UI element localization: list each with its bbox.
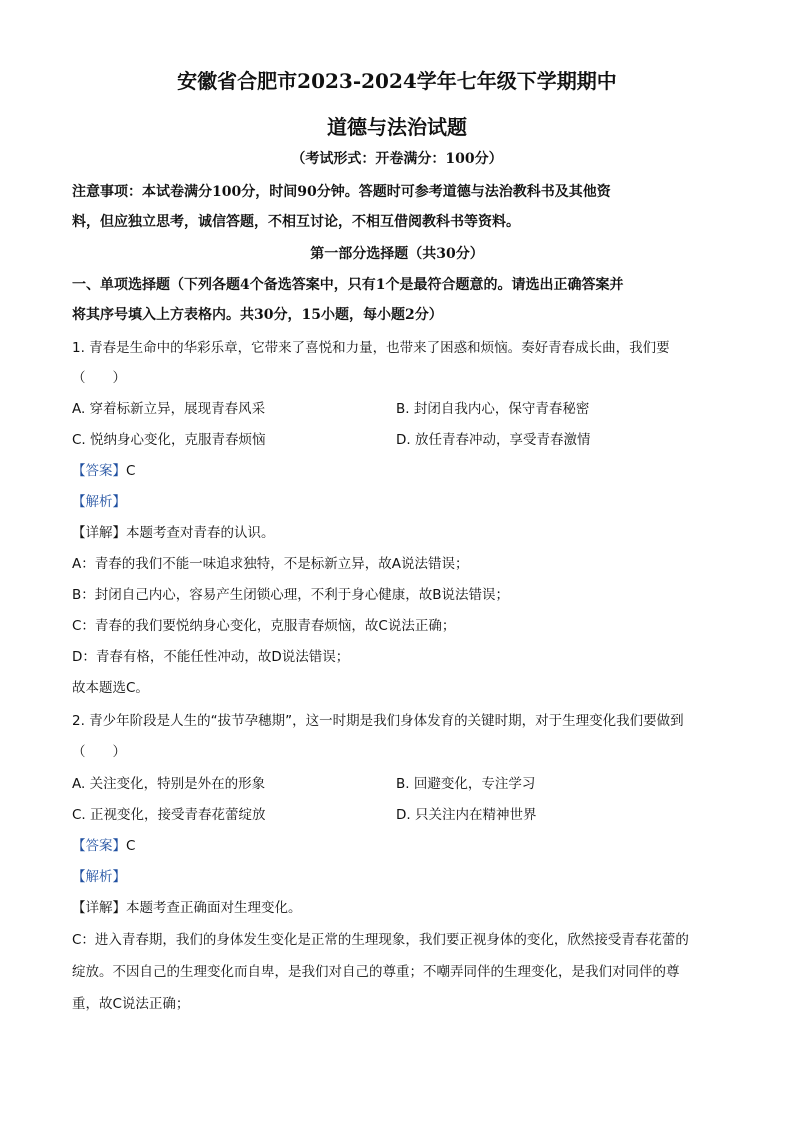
notice-line-2: 料，但应独立思考，诚信答题，不相互讨论，不相互借阅教科书等资料。 xyxy=(72,214,520,230)
q1-option-b: B. 封闭自我内心，保守青春秘密 xyxy=(396,401,590,417)
q2-option-b: B. 回避变化，专注学习 xyxy=(396,776,536,792)
q1-answer: C xyxy=(126,463,136,479)
q1-option-a: A. 穿着标新立异，展现青春风采 xyxy=(72,401,266,417)
q2-explain-c-1: C：进入青春期，我们的身体发生变化是正常的生理现象，我们要正视身体的变化，欣然接受青春花蕾的 xyxy=(72,932,689,948)
q1-detail-tag: 【详解】 xyxy=(72,525,126,541)
q1-option-d: D. 放任青春冲动，享受青春激情 xyxy=(396,432,591,448)
q2-option-d: D. 只关注内在精神世界 xyxy=(396,807,537,823)
q1-stem-1: 1. 青春是生命中的华彩乐章，它带来了喜悦和力量，也带来了困惑和烦恼。奏好青春成长曲，我们要 xyxy=(72,340,670,356)
q2-detail-tag: 【详解】 xyxy=(72,900,126,916)
q1-stem-2: （ ） xyxy=(72,370,126,386)
q1-answer-tag: 【答案】 xyxy=(72,463,126,479)
q1-analysis-tag: 【解析】 xyxy=(72,494,126,510)
q2-answer-tag: 【答案】 xyxy=(72,838,126,854)
q1-detail-row xyxy=(72,523,722,543)
notice-line-1: 注意事项：本试卷满分100分，时间90分钟。答题时可参考道德与法治教科书及其他资 xyxy=(72,184,611,200)
section-instruction-2: 将其序号填入上方表格内。共30分，15小题，每小题2分） xyxy=(72,307,443,323)
q1-explain-a: A：青春的我们不能一味追求独特，不是标新立异，故A说法错误； xyxy=(72,556,469,572)
q1-answer-row xyxy=(72,461,722,481)
q2-analysis-tag: 【解析】 xyxy=(72,869,126,885)
q1-detail: 本题考查对青春的认识。 xyxy=(126,525,275,541)
q2-stem-1: 2. 青少年阶段是人生的“拔节孕穗期”，这一时期是我们身体发育的关键时期，对于生理变化我们要做到 xyxy=(72,713,684,729)
q2-option-a: A. 关注变化，特别是外在的形象 xyxy=(72,776,266,792)
q2-answer: C xyxy=(126,838,136,854)
q1-explain-c: C：青春的我们要悦纳身心变化，克服青春烦恼，故C说法正确； xyxy=(72,618,456,634)
section-instruction-1: 一、单项选择题（下列各题4个备选答案中，只有1个是最符合题意的。请选出正确答案并 xyxy=(72,277,624,293)
q2-detail-row xyxy=(72,898,722,918)
q1-conclusion: 故本题选C。 xyxy=(72,680,149,696)
q2-option-c: C. 正视变化，接受青春花蕾绽放 xyxy=(72,807,266,823)
exam-subject: 道德与法治试题 xyxy=(327,115,467,139)
exam-form: （考试形式：开卷满分：100分） xyxy=(291,151,503,167)
section-title: 第一部分选择题（共30分） xyxy=(310,246,484,262)
q2-detail: 本题考查正确面对生理变化。 xyxy=(126,900,302,916)
q2-answer-row xyxy=(72,836,722,856)
q2-explain-c-3: 重，故C说法正确； xyxy=(72,996,190,1012)
exam-title: 安徽省合肥市2023-2024学年七年级下学期期中 xyxy=(177,69,617,93)
q1-explain-b: B：封闭自己内心，容易产生闭锁心理，不利于身心健康，故B说法错误； xyxy=(72,587,510,603)
q1-explain-d: D：青春有格，不能任性冲动，故D说法错误； xyxy=(72,649,350,665)
q2-explain-c-2: 绽放。不因自己的生理变化而自卑，是我们对自己的尊重；不嘲弄同伴的生理变化，是我们对同伴的尊 xyxy=(72,964,680,980)
q2-stem-2: （ ） xyxy=(72,744,126,760)
q1-option-c: C. 悦纳身心变化，克服青春烦恼 xyxy=(72,432,266,448)
